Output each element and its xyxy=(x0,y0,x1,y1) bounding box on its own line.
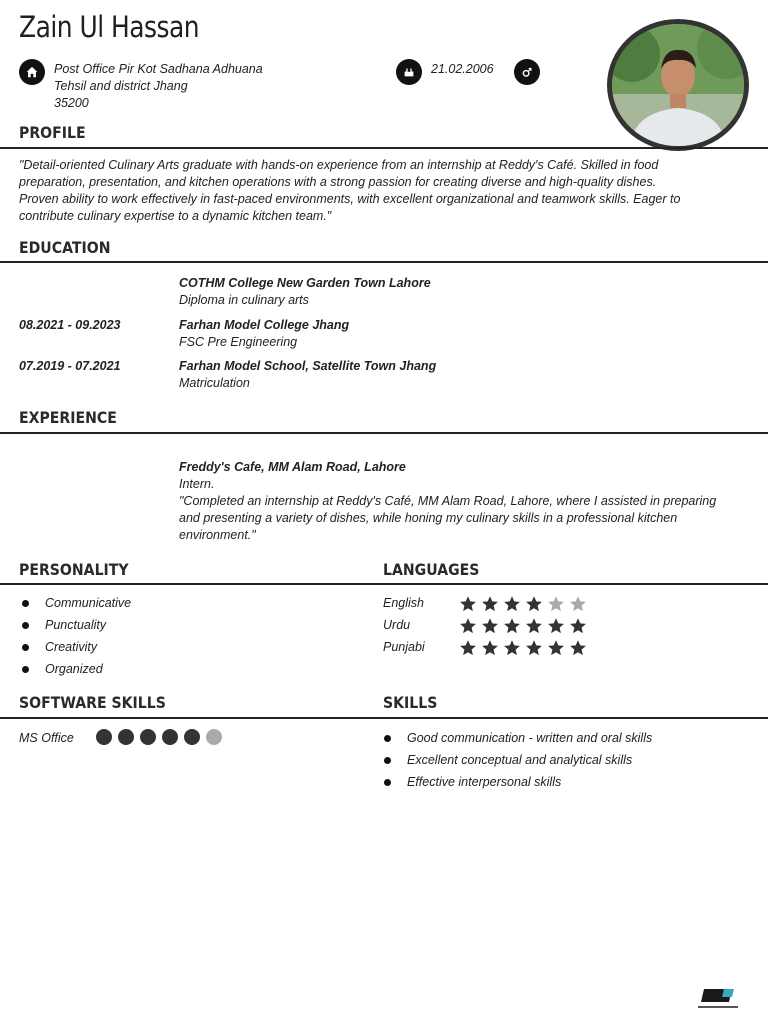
experience-role: Intern. xyxy=(179,477,215,491)
address-line-3: 35200 xyxy=(54,96,89,110)
star-filled-icon xyxy=(525,595,543,613)
skill-item: Excellent conceptual and analytical skills xyxy=(384,753,632,767)
star-filled-icon xyxy=(569,617,587,635)
star-filled-icon xyxy=(525,639,543,657)
gender-icon xyxy=(514,59,540,85)
education-degree: Matriculation xyxy=(179,376,250,390)
education-date: 07.2019 - 07.2021 xyxy=(19,359,121,373)
experience-heading: EXPERIENCE xyxy=(19,408,117,427)
personality-divider xyxy=(0,583,768,585)
personality-item: Punctuality xyxy=(22,618,106,632)
address-line-1: Post Office Pir Kot Sadhana Adhuana xyxy=(54,62,263,76)
language-name: Urdu xyxy=(383,618,411,632)
profile-heading: PROFILE xyxy=(19,123,86,142)
star-empty-icon xyxy=(547,595,565,613)
personality-item: Communicative xyxy=(22,596,131,610)
bullet-icon xyxy=(384,757,391,764)
profile-summary: "Detail-oriented Culinary Arts graduate with hands-on experience from an internship at Reddy's Café. Skilled in food preparation, presentation, and kitchen operations with a strong passion for creating diverse and high-quality dishes. Proven ability to work effectively in fast-paced environments, with excellent organizational and teamwork skills. Eager to contribute culinary expertise to a dynamic kitchen team." xyxy=(19,158,681,223)
bullet-icon xyxy=(22,622,29,629)
rating-dot-filled xyxy=(140,729,156,745)
candidate-name: Zain Ul Hassan xyxy=(19,10,200,44)
birth-date: 21.02.2006 xyxy=(431,62,494,76)
star-filled-icon xyxy=(503,595,521,613)
bullet-icon xyxy=(384,735,391,742)
star-filled-icon xyxy=(547,617,565,635)
language-rating xyxy=(459,595,587,613)
experience-divider xyxy=(0,432,768,434)
skill-item: Good communication - written and oral skills xyxy=(384,731,652,745)
craft-cv-logo xyxy=(696,986,740,1012)
education-heading: EDUCATION xyxy=(19,238,111,257)
star-filled-icon xyxy=(503,617,521,635)
experience-company: Freddy's Cafe, MM Alam Road, Lahore xyxy=(179,460,406,474)
education-degree: FSC Pre Engineering xyxy=(179,335,298,349)
education-divider xyxy=(0,261,768,263)
star-filled-icon xyxy=(569,639,587,657)
bullet-icon xyxy=(22,644,29,651)
language-rating xyxy=(459,639,587,657)
address-line-2: Tehsil and district Jhang xyxy=(54,79,188,93)
star-filled-icon xyxy=(547,639,565,657)
language-name: English xyxy=(383,596,424,610)
software-rating xyxy=(96,729,222,745)
star-filled-icon xyxy=(481,617,499,635)
language-name: Punjabi xyxy=(383,640,425,654)
personality-item: Organized xyxy=(22,662,103,676)
profile-divider xyxy=(0,147,768,149)
skills-heading: SKILLS xyxy=(383,693,438,712)
software-skills-heading: SOFTWARE SKILLS xyxy=(19,693,166,712)
personality-item: Creativity xyxy=(22,640,97,654)
star-filled-icon xyxy=(503,639,521,657)
profile-photo xyxy=(607,19,749,151)
rating-dot-filled xyxy=(118,729,134,745)
education-date: 08.2021 - 09.2023 xyxy=(19,318,121,332)
language-rating xyxy=(459,617,587,635)
birthday-cake-icon xyxy=(396,59,422,85)
home-icon xyxy=(19,59,45,85)
languages-heading: LANGUAGES xyxy=(383,560,480,579)
star-filled-icon xyxy=(481,639,499,657)
star-filled-icon xyxy=(481,595,499,613)
star-filled-icon xyxy=(459,617,477,635)
star-empty-icon xyxy=(569,595,587,613)
star-filled-icon xyxy=(459,595,477,613)
experience-description: "Completed an internship at Reddy's Café, MM Alam Road, Lahore, where I assisted in preparing and presenting a variety of dishes, while honing my culinary skills in a professional kitchen environment." xyxy=(179,494,717,542)
personality-heading: PERSONALITY xyxy=(19,560,129,579)
bullet-icon xyxy=(384,779,391,786)
education-school: Farhan Model School, Satellite Town Jhang xyxy=(179,359,437,373)
software-name: MS Office xyxy=(19,731,74,745)
education-degree: Diploma in culinary arts xyxy=(179,293,309,307)
education-school: COTHM College New Garden Town Lahore xyxy=(179,276,431,290)
address-block xyxy=(54,61,263,112)
bullet-icon xyxy=(22,600,29,607)
bullet-icon xyxy=(22,666,29,673)
star-filled-icon xyxy=(525,617,543,635)
skill-item: Effective interpersonal skills xyxy=(384,775,561,789)
star-filled-icon xyxy=(459,639,477,657)
rating-dot-filled xyxy=(96,729,112,745)
rating-dot-filled xyxy=(184,729,200,745)
rating-dot-filled xyxy=(162,729,178,745)
skills-divider xyxy=(0,717,768,719)
education-school: Farhan Model College Jhang xyxy=(179,318,350,332)
rating-dot-empty xyxy=(206,729,222,745)
